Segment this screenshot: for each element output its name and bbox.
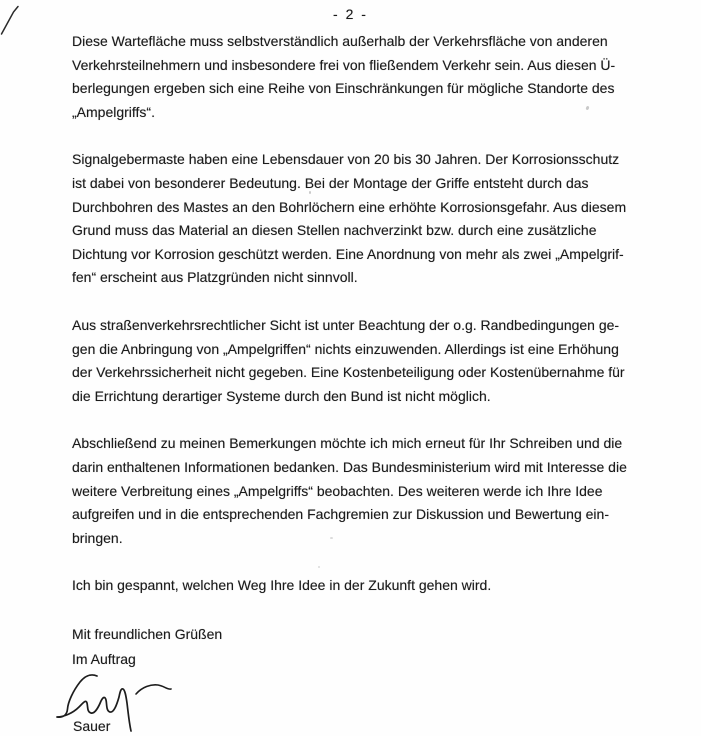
closing-block bbox=[72, 622, 652, 672]
paragraph bbox=[72, 148, 652, 290]
text-line: Diese Wartefläche muss selbstverständlich außerhalb der Verkehrsfläche von anderen bbox=[72, 33, 608, 49]
text-line: Durchbohren des Mastes an den Bohrlöchern eine erhöhte Korrosionsgefahr. Aus diesem bbox=[72, 198, 627, 215]
paragraph bbox=[72, 574, 652, 598]
text-line: ist dabei von besonderer Bedeutung. Bei der Montage der Griffe entsteht durch das bbox=[72, 174, 589, 191]
scan-speck bbox=[330, 537, 333, 539]
scan-speck bbox=[309, 191, 311, 194]
page-number: - 2 - bbox=[333, 6, 368, 22]
paragraph bbox=[72, 432, 652, 550]
text-line: Dichtung vor Korrosion geschützt werden. Eine Anordnung von mehr als zwei „Ampelgrif- bbox=[72, 245, 624, 262]
text-line: Aus straßenverkehrsrechtlicher Sicht ist unter Beachtung der o.g. Randbedingungen ge- bbox=[72, 316, 620, 333]
text-line: Grund muss das Material an diesen Stellen nachverzinkt bzw. durch eine zusätzliche bbox=[72, 222, 597, 239]
text-line: „Ampelgriffs“. bbox=[72, 103, 155, 120]
text-line: darin enthaltenen Informationen bedanken. Das Bundesministerium wird mit Interesse die bbox=[72, 458, 627, 475]
text-line: gen die Anbringung von „Ampelgriffen“ nichts einzuwenden. Allerdings ist eine Erhöhung bbox=[72, 340, 619, 357]
text-line: Ich bin gespannt, welchen Weg Ihre Idee in der Zukunft gehen wird. bbox=[72, 577, 492, 594]
text-line: bringen. bbox=[72, 529, 123, 546]
text-line: fen“ erscheint aus Platzgründen nicht sinnvoll. bbox=[72, 269, 358, 286]
text-line: der Verkehrssicherheit nicht gegeben. Eine Kostenbeteiligung oder Kostenübernahme für bbox=[72, 364, 625, 381]
text-line: aufgreifen und in die entsprechenden Fachgremien zur Diskussion und Bewertung ein- bbox=[72, 506, 609, 523]
scan-speck bbox=[318, 566, 320, 568]
text-line: Mit freundlichen Grüßen bbox=[72, 625, 223, 642]
text-line: Signalgebermaste haben eine Lebensdauer von 20 bis 30 Jahren. Der Korrosionsschutz bbox=[72, 151, 620, 168]
text-line: berlegungen ergeben sich eine Reihe von Einschränkungen für mögliche Standorte des bbox=[72, 80, 615, 97]
paragraph bbox=[72, 30, 652, 124]
paragraph bbox=[72, 314, 652, 408]
text-line: weitere Verbreitung eines „Ampelgriffs“ beobachten. Des weiteren werde ich Ihre Idee bbox=[72, 482, 603, 499]
text-line: Im Auftrag bbox=[72, 650, 136, 667]
text-line: Verkehrsteilnehmern und insbesondere frei von fließendem Verkehr sein. Aus diesen Ü- bbox=[72, 56, 616, 73]
letter-body bbox=[72, 30, 652, 695]
text-line: Abschließend zu meinen Bemerkungen möchte ich mich erneut für Ihr Schreiben und die bbox=[72, 435, 623, 452]
signer-name: Sauer bbox=[73, 718, 111, 734]
text-line: die Errichtung derartiger Systeme durch den Bund ist nicht möglich. bbox=[72, 387, 491, 404]
